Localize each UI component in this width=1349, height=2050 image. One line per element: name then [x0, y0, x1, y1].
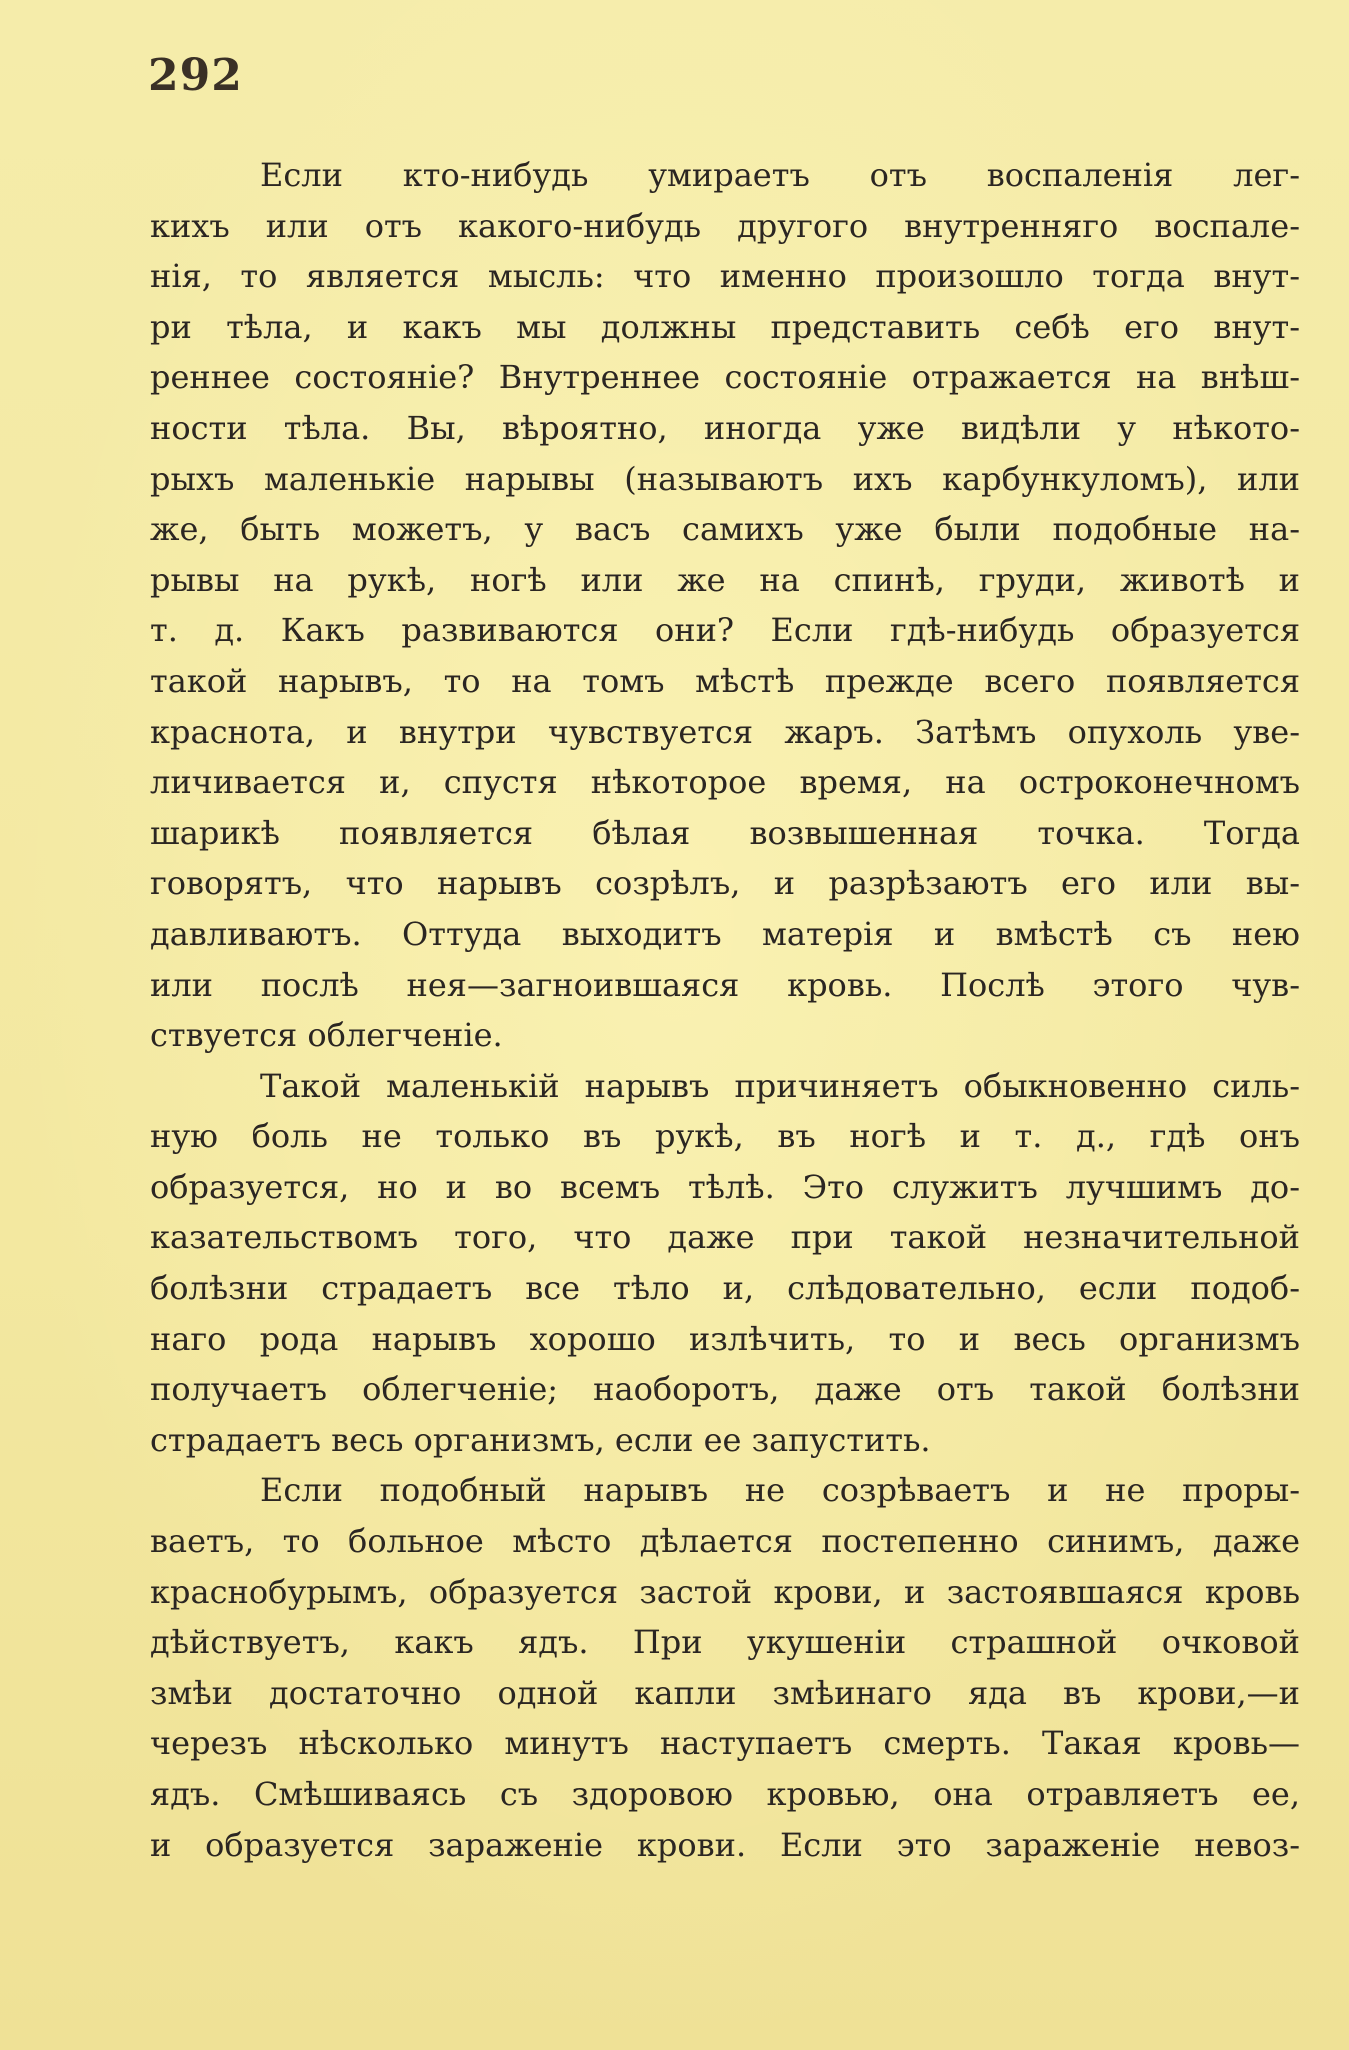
text-line: ваетъ, то больное мѣсто дѣлается постепенно синимъ, даже: [150, 1522, 1300, 1561]
text-line: т. д. Какъ развиваются они? Если гдѣ-нибудь образуется: [150, 611, 1300, 650]
text-line: рывы на рукѣ, ногѣ или же на спинѣ, груди, животѣ и: [150, 560, 1300, 599]
text-line: получаетъ облегченіе; наоборотъ, даже отъ такой болѣзни: [150, 1370, 1300, 1409]
text-line: реннее состояніе? Внутреннее состояніе отражается на внѣш-: [150, 358, 1300, 397]
text-line: казательствомъ того, что даже при такой незначительной: [150, 1218, 1300, 1257]
text-line: личивается и, спустя нѣкоторое время, на остроконечномъ: [150, 763, 1300, 802]
text-line: шарикѣ появляется бѣлая возвышенная точка. Тогда: [150, 813, 1300, 852]
text-line: краснота, и внутри чувствуется жаръ. Затѣмъ опухоль уве-: [150, 712, 1300, 751]
text-line: такой нарывъ, то на томъ мѣстѣ прежде всего появляется: [150, 661, 1300, 700]
text-line: давливаютъ. Оттуда выходитъ матерія и вмѣстѣ съ нею: [150, 914, 1300, 953]
text-line: ную боль не только въ рукѣ, въ ногѣ и т. д., гдѣ онъ: [150, 1117, 1300, 1156]
text-line: ри тѣла, и какъ мы должны представить себѣ его внут-: [150, 307, 1300, 346]
text-line: наго рода нарывъ хорошо излѣчить, то и весь организмъ: [150, 1319, 1300, 1358]
body-text: [150, 150, 1300, 1870]
text-line: же, быть можетъ, у васъ самихъ уже были подобные на-: [150, 510, 1300, 549]
text-line: ствуется облегченіе.: [150, 1016, 503, 1055]
text-line: рыхъ маленькіе нарывы (называютъ ихъ карбункуломъ), или: [150, 459, 1300, 498]
text-line: Если подобный нарывъ не созрѣваетъ и не проры-: [260, 1471, 1300, 1510]
text-line: образуется, но и во всемъ тѣлѣ. Это служитъ лучшимъ до-: [150, 1167, 1300, 1206]
text-line: или послѣ нея—загноившаяся кровь. Послѣ этого чув-: [150, 965, 1300, 1004]
text-line: страдаетъ весь организмъ, если ее запустить.: [150, 1420, 931, 1459]
text-line: ядъ. Смѣшиваясь съ здоровою кровью, она отравляетъ ее,: [150, 1775, 1300, 1813]
text-line: дѣйствуетъ, какъ ядъ. При укушеніи страшной очковой: [150, 1623, 1300, 1662]
text-line: краснобурымъ, образуется застой крови, и застоявшаяся кровь: [150, 1572, 1300, 1611]
page-number: 292: [148, 50, 243, 101]
text-line: Если кто-нибудь умираетъ отъ воспаленія лег-: [260, 156, 1300, 194]
text-line: нія, то является мысль: что именно произошло тогда внут-: [150, 257, 1300, 296]
text-line: и образуется зараженіе крови. Если это зараженіе невоз-: [150, 1825, 1300, 1864]
text-line: болѣзни страдаетъ все тѣло и, слѣдовательно, если подоб-: [150, 1269, 1300, 1308]
text-line: Такой маленькій нарывъ причиняетъ обыкновенно силь-: [260, 1066, 1300, 1105]
text-line: говорятъ, что нарывъ созрѣлъ, и разрѣзаютъ его или вы-: [150, 864, 1300, 903]
text-line: змѣи достаточно одной капли змѣинаго яда въ крови,—и: [150, 1673, 1300, 1712]
text-line: черезъ нѣсколько минутъ наступаетъ смерть. Такая кровь—: [150, 1724, 1300, 1763]
text-line: ности тѣла. Вы, вѣроятно, иногда уже видѣли у нѣкото-: [150, 408, 1300, 447]
text-line: кихъ или отъ какого-нибудь другого внутренняго воспале-: [150, 206, 1300, 245]
